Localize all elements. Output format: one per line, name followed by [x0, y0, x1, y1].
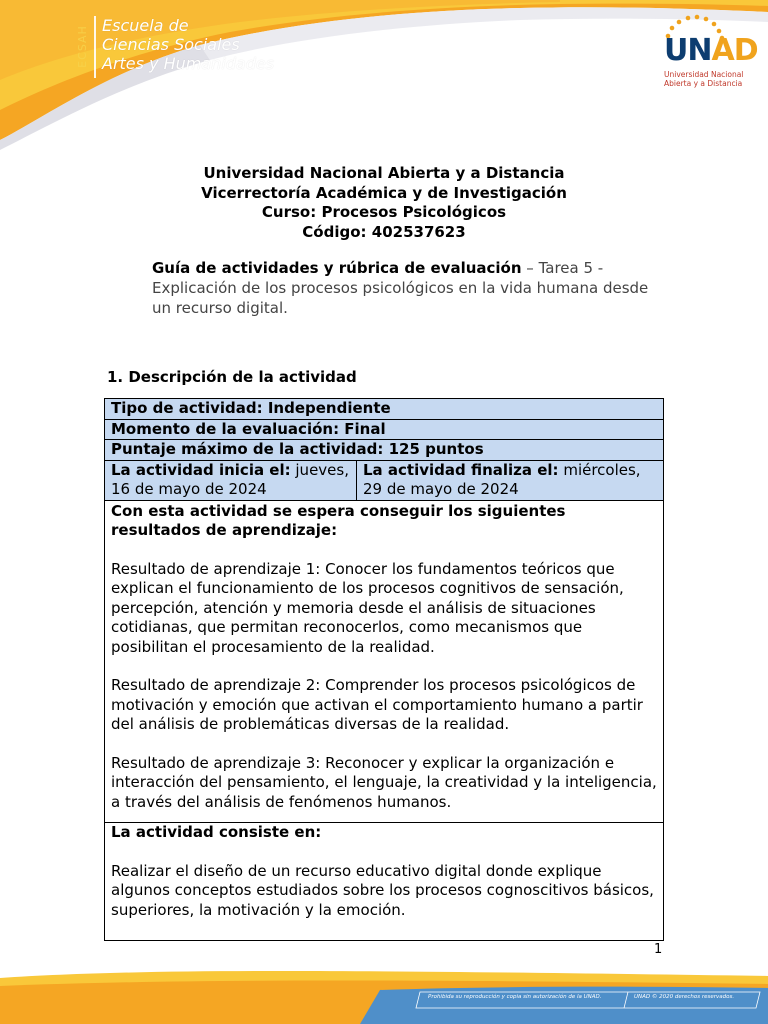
table-row — [105, 460, 664, 500]
ecsah-vertical-mark: ECSAH — [75, 24, 89, 68]
table-row — [105, 500, 664, 823]
activity-description-cell — [105, 823, 664, 941]
learning-outcomes-cell — [105, 500, 664, 823]
learning-outcomes-heading: Con esta actividad se espera conseguir los siguientes resultados de aprendizaje: — [111, 501, 566, 539]
school-name-line: Artes y Humanidades — [102, 54, 275, 73]
table-row — [105, 440, 664, 461]
activity-table — [104, 398, 664, 941]
title-code: Código: 402537623 — [302, 222, 466, 241]
table-row — [105, 399, 664, 420]
title-course: Curso: Procesos Psicológicos — [261, 203, 507, 221]
footer-rights: UNAD © 2020 derechos reservados. — [634, 994, 735, 1000]
learning-outcome-1: Resultado de aprendizaje 1: Conocer los fundamentos teóricos que explican el funcionamiento de los procesos cognitivos de sensación, percepción, atención y memoria desde el análisis de situaciones cotidianas, que permitan reconocerlos, como mecanismos que posibilitan el procesamiento de la realidad. — [111, 559, 624, 656]
table-row — [105, 419, 664, 440]
activity-type-cell: Tipo de actividad: Independiente — [105, 399, 664, 420]
footer-notice: Prohibida su reproducción y copia sin autorización de la UNAD. — [428, 994, 602, 1000]
guide-title — [152, 258, 672, 318]
section-heading: 1. Descripción de la actividad — [107, 368, 357, 386]
table-row — [105, 823, 664, 941]
brand-divider — [94, 16, 96, 78]
learning-outcome-3: Resultado de aprendizaje 3: Reconocer y explicar la organización e interacción del pensamiento, el lenguaje, la creatividad y la inteligencia, a través del análisis de fenómenos humanos. — [111, 753, 657, 811]
end-date-cell: La actividad finaliza el: miércoles, 29 de mayo de 2024 — [357, 460, 664, 500]
school-name-line: Ciencias Sociales — [102, 35, 240, 54]
learning-outcome-2: Resultado de aprendizaje 2: Comprender los procesos psicológicos de motivación y emoción que activan el comportamiento humano a partir del análisis de problemáticas diversas de la realidad. — [111, 676, 643, 733]
school-name — [102, 16, 274, 73]
start-date-cell: La actividad inicia el: jueves, 16 de mayo de 2024 — [105, 460, 357, 500]
guide-title-rest: – Tarea 5 - Explicación de los procesos psicológicos en la vida humana desde un recurso digital. — [152, 259, 649, 317]
title-university: Universidad Nacional Abierta y a Distancia — [203, 164, 565, 182]
document-title — [0, 164, 768, 242]
school-name-line: Escuela de — [102, 16, 189, 35]
title-vicerrectoria: Vicerrectoría Académica y de Investigación — [201, 183, 567, 202]
activity-description-text: Realizar el diseño de un recurso educativo digital donde explique algunos conceptos estudiados sobre los procesos cognoscitivos básicos, superiores, la motivación y la emoción. — [111, 861, 654, 919]
school-brand — [72, 16, 274, 78]
page-number: 1 — [654, 942, 663, 957]
max-score-cell: Puntaje máximo de la actividad: 125 puntos — [105, 440, 664, 461]
activity-description-heading: La actividad consiste en: — [111, 823, 322, 841]
evaluation-moment-cell: Momento de la evaluación: Final — [105, 419, 664, 440]
logo-subtitle: Universidad Nacional Abierta y a Distancia — [664, 70, 744, 88]
logo-wordmark: UNAD — [664, 33, 758, 68]
unad-logo — [660, 14, 758, 88]
guide-title-bold: Guía de actividades y rúbrica de evaluación — [152, 259, 522, 277]
